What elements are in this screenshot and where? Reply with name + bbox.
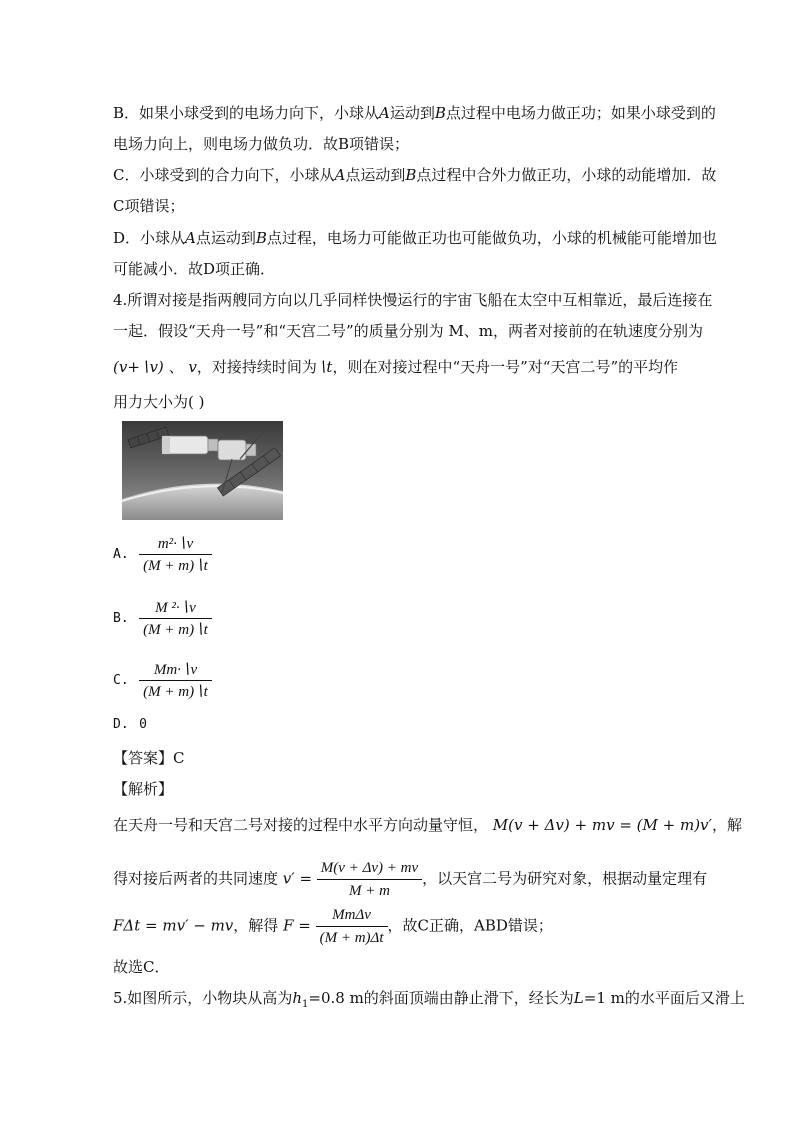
option-d	[113, 717, 147, 732]
option-label: D.	[113, 717, 129, 732]
option-c-fraction	[139, 660, 212, 701]
option-d-line-2: 可能减小．故D项正确．	[113, 260, 276, 278]
option-b-line-2: 电场力向上，则电场力做负功．故B项错误；	[113, 135, 410, 153]
analysis-line-2	[113, 858, 707, 901]
var-a: A	[379, 104, 390, 122]
analysis-line-4: 故选C．	[113, 958, 170, 976]
analysis-line-1	[113, 815, 742, 835]
answer-line: 【答案】C	[113, 749, 185, 767]
velocity-expr: (v+∖v)	[113, 358, 164, 376]
text: B．如果小球受到的电场力向下，小球从	[113, 104, 380, 122]
text: =1 m的水平面后又滑上	[583, 989, 745, 1007]
var-a: A	[185, 229, 196, 247]
text: 在天舟一号和天宫二号对接的过程中水平方向动量守恒，	[113, 816, 489, 834]
text: 运动到	[389, 104, 435, 122]
denominator: M + m	[348, 883, 390, 899]
text: ，则在对接过程中“天舟一号”对“天宫二号”的平均作	[332, 358, 679, 376]
subscript: 1	[302, 999, 309, 1010]
denominator: (M + m)∖t	[143, 684, 208, 700]
text: 点运动到	[195, 229, 256, 247]
question-4-line-1: 4.所谓对接是指两艘同方向以几乎同样快慢运行的宇宙飞船在太空中互相靠近，最后连接在	[113, 291, 713, 309]
force-lhs: F =	[283, 916, 311, 935]
numerator: M(v + Δv) + mv	[317, 858, 422, 880]
text: 点运动到	[345, 166, 406, 184]
text: ，对接持续时间为	[196, 358, 317, 376]
var-b: B	[255, 229, 267, 247]
spacecraft-docking-image	[122, 421, 283, 520]
text: =0.8 m的斜面顶端由静止滑下，经长为	[308, 989, 574, 1007]
question-4-line-4: 用力大小为( )	[113, 393, 205, 411]
text: ，以天宫二号为研究对象，根据动量定理有	[422, 869, 708, 888]
denominator: (M + m)∖t	[143, 558, 208, 574]
option-label: A.	[113, 547, 129, 562]
numerator: Mm·∖v	[139, 660, 212, 681]
text: ，故C正确，ABD错误；	[387, 916, 553, 935]
analysis-title: 【解析】	[113, 780, 174, 798]
option-c-line-2: C项错误；	[113, 197, 185, 215]
text: D．小球从	[113, 229, 186, 247]
option-b-fraction	[139, 598, 212, 639]
time-var: ∖t	[316, 358, 333, 376]
option-b	[113, 598, 212, 639]
question-5-line-1	[113, 988, 745, 1015]
option-c-line-1	[113, 165, 716, 185]
denominator: (M + m)Δt	[319, 930, 384, 946]
option-b-line-1	[113, 103, 716, 123]
option-d-line-1	[113, 228, 717, 248]
text: 点过程，电场力可能做正功也可能做负功，小球的机械能可能增加也	[266, 229, 717, 247]
option-a	[113, 534, 212, 575]
velocity-var: v	[188, 358, 197, 376]
var-b: B	[405, 166, 417, 184]
text: 点过程中电场力做正功；如果小球受到的	[445, 104, 716, 122]
numerator: M ²·∖v	[139, 598, 212, 619]
var-h: h	[292, 989, 302, 1007]
momentum-equation: M(v + Δv) + mv = (M + m)v′	[492, 816, 712, 834]
denominator: (M + m)∖t	[143, 622, 208, 638]
numerator: MmΔv	[316, 905, 388, 927]
force-fraction	[316, 905, 388, 948]
text: 得对接后两者的共同速度	[113, 869, 279, 888]
common-velocity-lhs: v′ =	[282, 869, 313, 888]
impulse-equation: FΔt = mv′ − mv	[113, 916, 234, 935]
var-a: A	[334, 166, 346, 184]
text: 点过程中合外力做正功，小球的动能增加．故	[416, 166, 717, 184]
option-a-fraction	[139, 534, 212, 575]
option-c	[113, 660, 212, 701]
var-l: L	[573, 989, 584, 1007]
question-4-line-2: 一起．假设“天舟一号”和“天宫二号”的质量分别为 M、m，两者对接前的在轨速度分别为	[113, 322, 704, 340]
text: ，解	[711, 816, 742, 834]
text: ，解得	[233, 916, 279, 935]
option-value: 0	[139, 717, 147, 732]
text: 5.如图所示，小物块从高为	[113, 989, 293, 1007]
numerator: m²·∖v	[139, 534, 212, 555]
var-b: B	[434, 104, 446, 122]
text: C．小球受到的合力向下，小球从	[113, 166, 335, 184]
question-4-line-3	[113, 357, 678, 377]
text: 、	[168, 358, 184, 376]
common-velocity-fraction	[317, 858, 422, 901]
option-label: C.	[113, 673, 129, 688]
analysis-line-3	[113, 905, 553, 948]
option-label: B.	[113, 611, 129, 626]
